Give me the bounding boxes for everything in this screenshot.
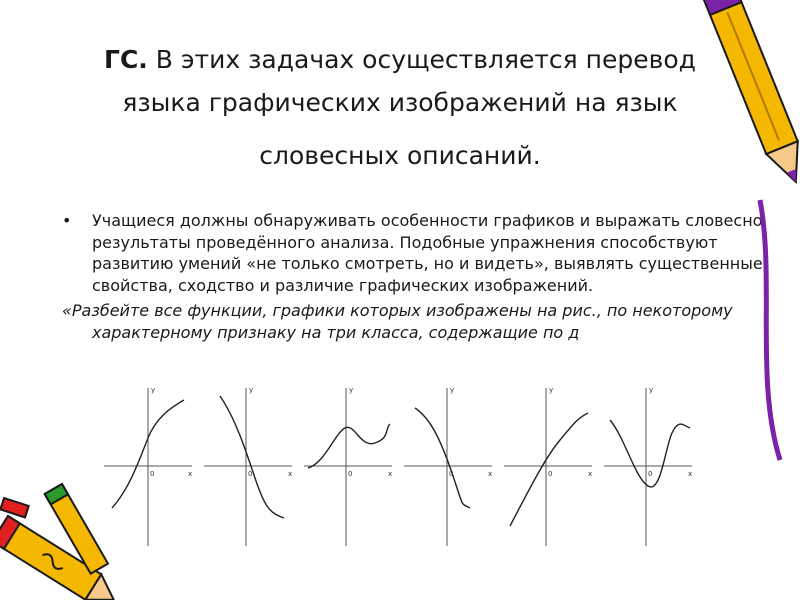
function-graph bbox=[304, 386, 392, 546]
x-axis-label: x bbox=[488, 470, 493, 478]
origin-label: 0 bbox=[648, 470, 653, 478]
origin-label: 0 bbox=[348, 470, 353, 478]
origin-label: 0 bbox=[248, 470, 253, 478]
function-graph bbox=[204, 386, 292, 546]
origin-label: 0 bbox=[150, 470, 155, 478]
bullet-text: Учащиеся должны обнаруживать особенности графиков и выражать словесно результаты проведённого анализа. Подобные упражнения способствуют развитию умений «не только смотреть, но и видеть», выявлять существенные свойства, сходство и различие графических изображений. bbox=[92, 211, 763, 295]
x-axis-label: x bbox=[688, 470, 693, 478]
quote-rest: некоторому характерному признаку на три класса, содержащие по д bbox=[92, 301, 733, 342]
title-line-1: В этих задачах осуществляется перевод bbox=[147, 45, 696, 74]
y-axis-label: y bbox=[249, 386, 254, 394]
bullet-icon: • bbox=[62, 211, 72, 230]
y-axis-label: y bbox=[151, 386, 156, 394]
y-axis-label: y bbox=[649, 386, 654, 394]
function-curve bbox=[308, 424, 390, 468]
title-prefix: ГС. bbox=[104, 45, 148, 74]
x-axis-label: x bbox=[388, 470, 393, 478]
title-line-3: словесных описаний. bbox=[259, 141, 541, 170]
graphs-figure bbox=[100, 378, 700, 553]
origin-label: 0 bbox=[548, 470, 553, 478]
function-graph bbox=[504, 386, 592, 546]
function-graphs bbox=[100, 378, 700, 553]
x-axis-label: x bbox=[288, 470, 293, 478]
function-curve bbox=[220, 396, 284, 518]
x-axis-label: x bbox=[588, 470, 593, 478]
pencils-icon bbox=[0, 476, 130, 600]
slide-title bbox=[40, 38, 760, 177]
function-graph bbox=[404, 386, 492, 546]
title-line-2: языка графических изображений на язык bbox=[122, 88, 678, 117]
y-axis-label: y bbox=[450, 386, 455, 394]
y-axis-label: y bbox=[549, 386, 554, 394]
pencil-icon bbox=[660, 0, 800, 600]
function-curve bbox=[415, 408, 470, 508]
x-axis-label: x bbox=[188, 470, 193, 478]
origin-label: 0 bbox=[449, 470, 454, 478]
y-axis-label: y bbox=[349, 386, 354, 394]
quote-first-line: «Разбейте все функции, графики которых изображены на рис., по bbox=[62, 301, 628, 320]
